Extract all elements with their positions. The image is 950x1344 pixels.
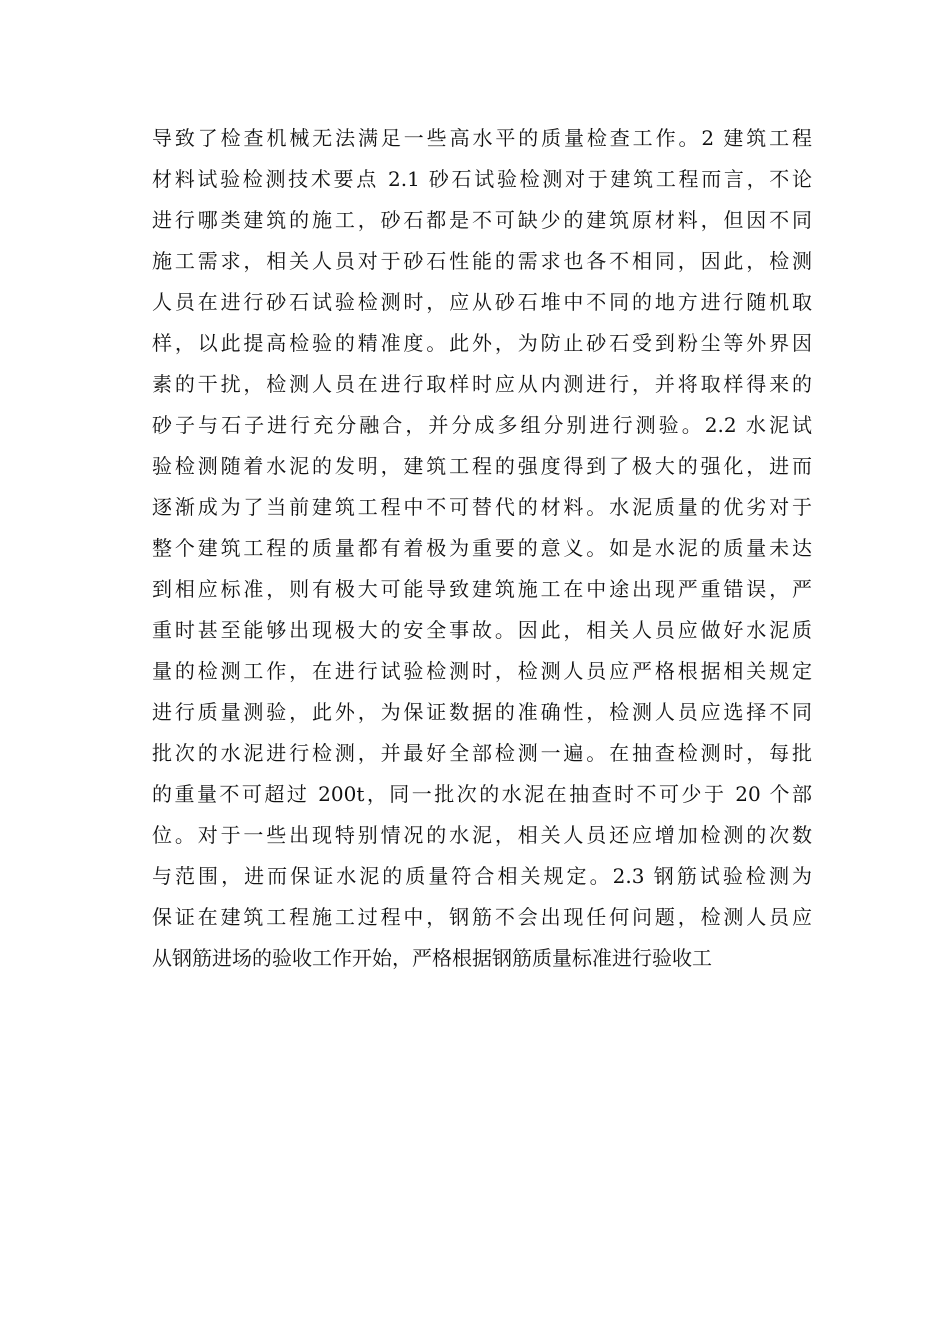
text-line: 位。对于一些出现特别情况的水泥，相关人员还应增加检测的次数 (152, 823, 812, 847)
text-line: 批次的水泥进行检测，并最好全部检测一遍。在抽查检测时，每批 (152, 741, 812, 765)
text-line: 验检测随着水泥的发明，建筑工程的强度得到了极大的强化，进而 (152, 454, 812, 478)
text-line: 砂子与石子进行充分融合，并分成多组分别进行测验。2.2 水泥试 (152, 413, 812, 437)
text-line: 材料试验检测技术要点 2.1 砂石试验检测对于建筑工程而言，不论 (152, 167, 812, 191)
text-line: 人员在进行砂石试验检测时，应从砂石堆中不同的地方进行随机取 (152, 290, 812, 314)
text-line: 重时甚至能够出现极大的安全事故。因此，相关人员应做好水泥质 (152, 618, 812, 642)
text-line: 导致了检查机械无法满足一些高水平的质量检查工作。2 建筑工程 (152, 126, 812, 150)
text-line: 保证在建筑工程施工过程中，钢筋不会出现任何问题，检测人员应 (152, 905, 812, 929)
text-line: 逐渐成为了当前建筑工程中不可替代的材料。水泥质量的优劣对于 (152, 495, 812, 519)
text-line: 样，以此提高检验的精准度。此外，为防止砂石受到粉尘等外界因 (152, 331, 812, 355)
text-line: 施工需求，相关人员对于砂石性能的需求也各不相同，因此，检测 (152, 249, 812, 273)
text-line: 素的干扰，检测人员在进行取样时应从内测进行，并将取样得来的 (152, 372, 812, 396)
text-line: 到相应标准，则有极大可能导致建筑施工在中途出现严重错误，严 (152, 577, 812, 601)
body-text (152, 118, 812, 979)
text-line: 的重量不可超过 200t，同一批次的水泥在抽查时不可少于 20 个部 (152, 782, 812, 806)
text-line: 进行质量测验，此外，为保证数据的准确性，检测人员应选择不同 (152, 700, 812, 724)
text-line: 进行哪类建筑的施工，砂石都是不可缺少的建筑原材料，但因不同 (152, 208, 812, 232)
text-line: 与范围，进而保证水泥的质量符合相关规定。2.3 钢筋试验检测为 (152, 864, 812, 888)
text-line: 整个建筑工程的质量都有着极为重要的意义。如是水泥的质量未达 (152, 536, 812, 560)
text-line: 从钢筋进场的验收工作开始，严格根据钢筋质量标准进行验收工 (152, 946, 712, 970)
text-line: 量的检测工作，在进行试验检测时，检测人员应严格根据相关规定 (152, 659, 812, 683)
